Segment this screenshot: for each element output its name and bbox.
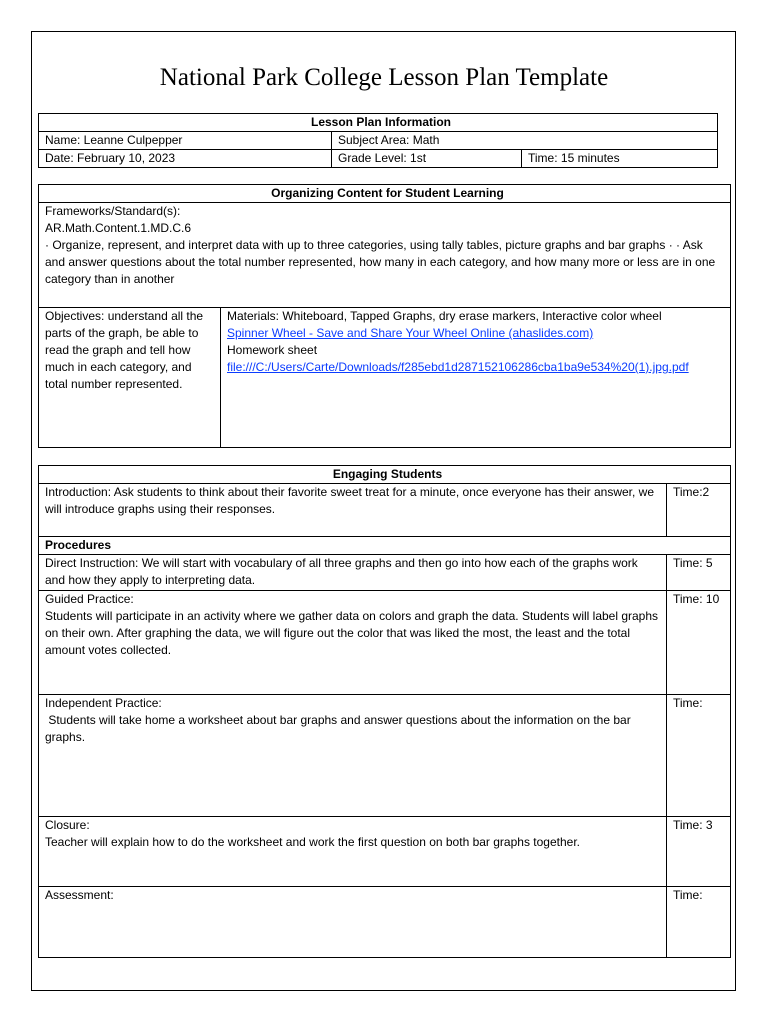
spinner-wheel-link[interactable]: Spinner Wheel - Save and Share Your Wheel Online (ahaslides.com)	[227, 326, 594, 340]
assessment-time: Time:	[667, 887, 731, 958]
closure-time: Time: 3	[667, 817, 731, 887]
objectives-cell	[39, 308, 221, 448]
guided-practice-text: Students will participate in an activity where we gather data on colors and graph the data. Students will label graphs on their own. After graphing the data, we will figure out the color that was liked the most, the least and the total amount votes collected.	[45, 609, 659, 657]
lesson-date: Date: February 10, 2023	[39, 150, 332, 168]
independent-practice-label: Independent Practice:	[45, 696, 162, 710]
introduction-text: Introduction: Ask students to think about their favorite sweet treat for a minute, once everyone has their answer, we will introduce graphs using their responses.	[39, 484, 667, 537]
guided-practice-time: Time: 10	[667, 591, 731, 695]
closure-label: Closure:	[45, 818, 90, 832]
homework-file-link[interactable]: file:///C:/Users/Carte/Downloads/f285ebd1d287152106286cba1ba9e534%20(1).jpg.pdf	[227, 360, 689, 374]
closure-text: Teacher will explain how to do the worksheet and work the first question on both bar graphs together.	[45, 835, 580, 849]
independent-practice-cell	[39, 695, 667, 817]
standards-code: AR.Math.Content.1.MD.C.6	[45, 221, 192, 235]
grade-level: Grade Level: 1st	[332, 150, 522, 168]
organizing-header: Organizing Content for Student Learning	[39, 185, 731, 203]
organizing-content-table	[38, 184, 731, 448]
assessment-text: Assessment:	[39, 887, 667, 958]
materials-text: Materials: Whiteboard, Tapped Graphs, dry erase markers, Interactive color wheel	[227, 309, 662, 323]
page-title: National Park College Lesson Plan Template	[159, 64, 609, 91]
homework-text: Homework sheet	[227, 343, 318, 357]
closure-cell	[39, 817, 667, 887]
independent-practice-time: Time:	[667, 695, 731, 817]
lesson-info-header: Lesson Plan Information	[39, 114, 718, 132]
procedures-heading: Procedures	[39, 537, 731, 555]
lesson-info-table	[38, 113, 718, 168]
direct-instruction-text: Direct Instruction: We will start with vocabulary of all three graphs and then go into how each of the graphs work and how they apply to interpreting data.	[39, 555, 667, 591]
standards-text: · Organize, represent, and interpret data with up to three categories, using tally tables, picture graphs and bar graphs · · Ask and answer questions about the total number represented, how many in each category, and how many more or less are in one category than in another	[45, 238, 716, 286]
independent-practice-text: Students will take home a worksheet about bar graphs and answer questions about the information on the bar graphs.	[45, 713, 635, 744]
teacher-name: Name: Leanne Culpepper	[39, 132, 332, 150]
introduction-time: Time:2	[667, 484, 731, 537]
subject-area: Subject Area: Math	[332, 132, 718, 150]
standards-cell	[39, 203, 731, 308]
guided-practice-cell	[39, 591, 667, 695]
engaging-header: Engaging Students	[39, 466, 731, 484]
engaging-students-table	[38, 465, 731, 958]
objectives-text: Objectives: understand all the parts of the graph, be able to read the graph and tell how much in each category, and total number represented.	[45, 309, 204, 391]
materials-cell	[221, 308, 731, 448]
standards-label: Frameworks/Standard(s):	[45, 204, 181, 218]
direct-instruction-time: Time: 5	[667, 555, 731, 591]
guided-practice-label: Guided Practice:	[45, 592, 134, 606]
lesson-time: Time: 15 minutes	[522, 150, 718, 168]
